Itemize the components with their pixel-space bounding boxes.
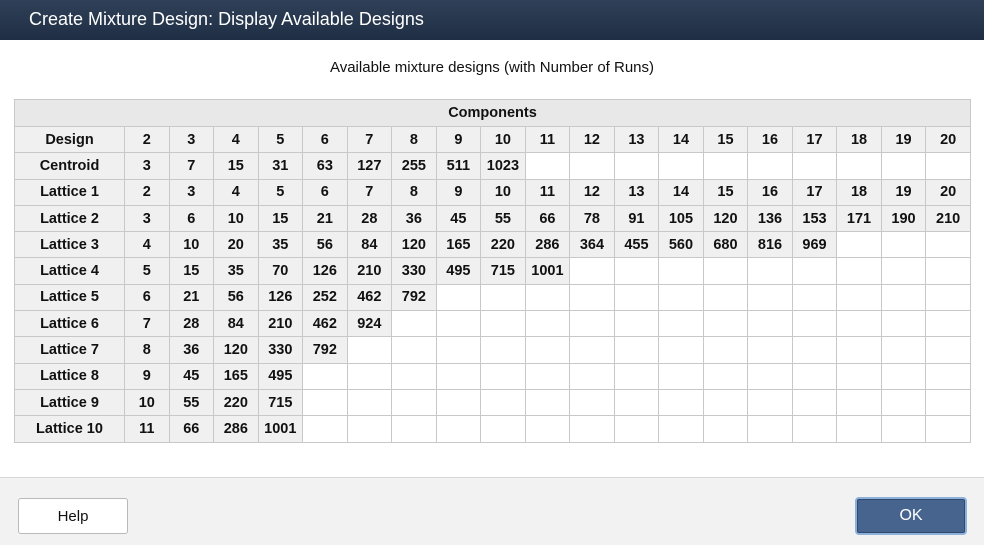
runs-cell: 126: [303, 258, 348, 284]
runs-cell: 1001: [525, 258, 570, 284]
design-name-cell: Lattice 10: [15, 416, 125, 442]
runs-cell: 10: [481, 179, 526, 205]
empty-cell: [703, 363, 748, 389]
runs-cell: 120: [703, 205, 748, 231]
empty-cell: [614, 311, 659, 337]
runs-cell: 28: [169, 311, 214, 337]
empty-cell: [659, 153, 704, 179]
design-name-cell: Lattice 5: [15, 284, 125, 310]
empty-cell: [436, 363, 481, 389]
design-name-cell: Lattice 8: [15, 363, 125, 389]
runs-cell: 924: [347, 311, 392, 337]
runs-cell: 10: [169, 232, 214, 258]
runs-cell: 8: [125, 337, 170, 363]
empty-cell: [703, 337, 748, 363]
designs-table: [14, 99, 971, 443]
empty-cell: [926, 284, 971, 310]
empty-cell: [303, 389, 348, 415]
runs-cell: 12: [570, 179, 615, 205]
runs-cell: 91: [614, 205, 659, 231]
empty-cell: [926, 153, 971, 179]
ok-button[interactable]: OK: [855, 497, 967, 535]
empty-cell: [614, 389, 659, 415]
empty-cell: [525, 337, 570, 363]
runs-cell: 31: [258, 153, 303, 179]
designs-table-container: [14, 99, 971, 443]
runs-cell: 36: [169, 337, 214, 363]
runs-cell: 35: [258, 232, 303, 258]
empty-cell: [614, 284, 659, 310]
runs-cell: 792: [392, 284, 437, 310]
empty-cell: [392, 389, 437, 415]
empty-cell: [792, 311, 837, 337]
table-row: [15, 205, 971, 231]
empty-cell: [659, 363, 704, 389]
runs-cell: 36: [392, 205, 437, 231]
component-count-header: 2: [125, 127, 170, 153]
runs-cell: 15: [214, 153, 259, 179]
runs-cell: 715: [258, 389, 303, 415]
table-row: [15, 363, 971, 389]
designs-table-body: [15, 153, 971, 442]
component-count-header: 17: [792, 127, 837, 153]
runs-cell: 252: [303, 284, 348, 310]
empty-cell: [525, 363, 570, 389]
table-row: [15, 153, 971, 179]
empty-cell: [481, 337, 526, 363]
runs-cell: 6: [303, 179, 348, 205]
runs-cell: 4: [214, 179, 259, 205]
design-name-cell: Lattice 1: [15, 179, 125, 205]
empty-cell: [881, 337, 926, 363]
runs-cell: 120: [214, 337, 259, 363]
empty-cell: [926, 363, 971, 389]
window-title: Create Mixture Design: Display Available Designs: [0, 0, 984, 40]
empty-cell: [792, 363, 837, 389]
design-name-cell: Centroid: [15, 153, 125, 179]
runs-cell: 78: [570, 205, 615, 231]
table-row: [15, 232, 971, 258]
component-count-header: 18: [837, 127, 882, 153]
empty-cell: [392, 337, 437, 363]
runs-cell: 10: [125, 389, 170, 415]
runs-cell: 56: [214, 284, 259, 310]
runs-cell: 1001: [258, 416, 303, 442]
empty-cell: [748, 363, 793, 389]
empty-cell: [481, 389, 526, 415]
empty-cell: [748, 416, 793, 442]
runs-cell: 66: [525, 205, 570, 231]
empty-cell: [748, 311, 793, 337]
runs-cell: 1023: [481, 153, 526, 179]
runs-cell: 560: [659, 232, 704, 258]
table-row: [15, 311, 971, 337]
runs-cell: 364: [570, 232, 615, 258]
empty-cell: [347, 389, 392, 415]
runs-cell: 6: [125, 284, 170, 310]
runs-cell: 120: [392, 232, 437, 258]
empty-cell: [659, 258, 704, 284]
runs-cell: 171: [837, 205, 882, 231]
runs-cell: 15: [703, 179, 748, 205]
design-name-cell: Lattice 4: [15, 258, 125, 284]
design-name-cell: Lattice 9: [15, 389, 125, 415]
runs-cell: 255: [392, 153, 437, 179]
component-count-header: 5: [258, 127, 303, 153]
runs-cell: 7: [347, 179, 392, 205]
runs-cell: 126: [258, 284, 303, 310]
empty-cell: [481, 284, 526, 310]
component-count-header: 19: [881, 127, 926, 153]
runs-cell: 455: [614, 232, 659, 258]
runs-cell: 20: [926, 179, 971, 205]
empty-cell: [881, 389, 926, 415]
runs-cell: 15: [258, 205, 303, 231]
component-count-header: 10: [481, 127, 526, 153]
runs-cell: 165: [436, 232, 481, 258]
empty-cell: [570, 311, 615, 337]
empty-cell: [659, 416, 704, 442]
runs-cell: 28: [347, 205, 392, 231]
table-row: [15, 389, 971, 415]
runs-cell: 7: [169, 153, 214, 179]
empty-cell: [659, 284, 704, 310]
empty-cell: [570, 363, 615, 389]
empty-cell: [525, 153, 570, 179]
empty-cell: [436, 284, 481, 310]
runs-cell: 35: [214, 258, 259, 284]
empty-cell: [436, 416, 481, 442]
column-header-row: [15, 127, 971, 153]
empty-cell: [481, 416, 526, 442]
empty-cell: [570, 389, 615, 415]
runs-cell: 3: [125, 205, 170, 231]
runs-cell: 816: [748, 232, 793, 258]
runs-cell: 210: [347, 258, 392, 284]
dialog-footer: [0, 477, 984, 545]
component-count-header: 15: [703, 127, 748, 153]
empty-cell: [570, 337, 615, 363]
component-count-header: 8: [392, 127, 437, 153]
empty-cell: [570, 153, 615, 179]
runs-cell: 3: [125, 153, 170, 179]
runs-cell: 15: [169, 258, 214, 284]
empty-cell: [703, 258, 748, 284]
empty-cell: [926, 311, 971, 337]
empty-cell: [837, 258, 882, 284]
component-count-header: 6: [303, 127, 348, 153]
component-count-header: 11: [525, 127, 570, 153]
empty-cell: [392, 416, 437, 442]
runs-cell: 3: [169, 179, 214, 205]
component-count-header: 12: [570, 127, 615, 153]
empty-cell: [436, 389, 481, 415]
design-name-cell: Lattice 6: [15, 311, 125, 337]
component-count-header: 14: [659, 127, 704, 153]
empty-cell: [881, 258, 926, 284]
runs-cell: 11: [125, 416, 170, 442]
runs-cell: 21: [169, 284, 214, 310]
empty-cell: [703, 389, 748, 415]
runs-cell: 45: [436, 205, 481, 231]
component-count-header: 3: [169, 127, 214, 153]
empty-cell: [614, 153, 659, 179]
empty-cell: [881, 153, 926, 179]
runs-cell: 14: [659, 179, 704, 205]
runs-cell: 969: [792, 232, 837, 258]
empty-cell: [303, 363, 348, 389]
empty-cell: [837, 153, 882, 179]
component-count-header: 4: [214, 127, 259, 153]
empty-cell: [926, 337, 971, 363]
component-count-header: 20: [926, 127, 971, 153]
empty-cell: [748, 284, 793, 310]
runs-cell: 70: [258, 258, 303, 284]
runs-cell: 330: [258, 337, 303, 363]
empty-cell: [792, 416, 837, 442]
empty-cell: [926, 389, 971, 415]
runs-cell: 210: [258, 311, 303, 337]
empty-cell: [837, 363, 882, 389]
empty-cell: [614, 363, 659, 389]
runs-cell: 8: [392, 179, 437, 205]
runs-cell: 45: [169, 363, 214, 389]
runs-cell: 55: [169, 389, 214, 415]
runs-cell: 5: [125, 258, 170, 284]
empty-cell: [436, 337, 481, 363]
design-column-header: Design: [15, 127, 125, 153]
runs-cell: 220: [481, 232, 526, 258]
empty-cell: [703, 311, 748, 337]
component-count-header: 7: [347, 127, 392, 153]
empty-cell: [837, 284, 882, 310]
table-row: [15, 337, 971, 363]
empty-cell: [347, 416, 392, 442]
empty-cell: [392, 311, 437, 337]
runs-cell: 19: [881, 179, 926, 205]
design-name-cell: Lattice 2: [15, 205, 125, 231]
empty-cell: [881, 363, 926, 389]
group-header-row: [15, 100, 971, 127]
runs-cell: 462: [303, 311, 348, 337]
empty-cell: [525, 311, 570, 337]
runs-cell: 680: [703, 232, 748, 258]
runs-cell: 5: [258, 179, 303, 205]
empty-cell: [881, 416, 926, 442]
empty-cell: [703, 284, 748, 310]
runs-cell: 165: [214, 363, 259, 389]
runs-cell: 18: [837, 179, 882, 205]
empty-cell: [837, 232, 882, 258]
empty-cell: [525, 416, 570, 442]
runs-cell: 286: [214, 416, 259, 442]
runs-cell: 792: [303, 337, 348, 363]
runs-cell: 16: [748, 179, 793, 205]
table-caption: Available mixture designs (with Number of Runs): [329, 59, 655, 76]
runs-cell: 13: [614, 179, 659, 205]
empty-cell: [614, 416, 659, 442]
runs-cell: 210: [926, 205, 971, 231]
table-row: [15, 258, 971, 284]
empty-cell: [703, 153, 748, 179]
runs-cell: 190: [881, 205, 926, 231]
empty-cell: [481, 311, 526, 337]
empty-cell: [748, 258, 793, 284]
runs-cell: 66: [169, 416, 214, 442]
empty-cell: [614, 258, 659, 284]
empty-cell: [792, 389, 837, 415]
empty-cell: [837, 337, 882, 363]
empty-cell: [703, 416, 748, 442]
runs-cell: 330: [392, 258, 437, 284]
runs-cell: 4: [125, 232, 170, 258]
runs-cell: 136: [748, 205, 793, 231]
empty-cell: [570, 284, 615, 310]
help-button[interactable]: Help: [18, 498, 128, 534]
table-row: [15, 416, 971, 442]
empty-cell: [392, 363, 437, 389]
runs-cell: 56: [303, 232, 348, 258]
empty-cell: [436, 311, 481, 337]
empty-cell: [792, 284, 837, 310]
empty-cell: [570, 416, 615, 442]
empty-cell: [481, 363, 526, 389]
empty-cell: [614, 337, 659, 363]
empty-cell: [881, 232, 926, 258]
empty-cell: [792, 337, 837, 363]
component-count-header: 9: [436, 127, 481, 153]
runs-cell: 20: [214, 232, 259, 258]
component-count-header: 16: [748, 127, 793, 153]
runs-cell: 495: [258, 363, 303, 389]
empty-cell: [792, 153, 837, 179]
empty-cell: [926, 416, 971, 442]
empty-cell: [881, 284, 926, 310]
runs-cell: 105: [659, 205, 704, 231]
runs-cell: 11: [525, 179, 570, 205]
table-row: [15, 284, 971, 310]
empty-cell: [926, 258, 971, 284]
empty-cell: [659, 311, 704, 337]
empty-cell: [792, 258, 837, 284]
empty-cell: [748, 153, 793, 179]
empty-cell: [748, 389, 793, 415]
component-count-header: 13: [614, 127, 659, 153]
empty-cell: [659, 337, 704, 363]
runs-cell: 462: [347, 284, 392, 310]
empty-cell: [837, 416, 882, 442]
runs-cell: 6: [169, 205, 214, 231]
runs-cell: 127: [347, 153, 392, 179]
empty-cell: [659, 389, 704, 415]
runs-cell: 17: [792, 179, 837, 205]
runs-cell: 495: [436, 258, 481, 284]
empty-cell: [837, 389, 882, 415]
runs-cell: 511: [436, 153, 481, 179]
empty-cell: [525, 389, 570, 415]
empty-cell: [303, 416, 348, 442]
design-name-cell: Lattice 7: [15, 337, 125, 363]
runs-cell: 84: [214, 311, 259, 337]
empty-cell: [570, 258, 615, 284]
runs-cell: 9: [436, 179, 481, 205]
table-row: [15, 179, 971, 205]
components-header: Components: [15, 100, 971, 127]
runs-cell: 153: [792, 205, 837, 231]
design-name-cell: Lattice 3: [15, 232, 125, 258]
runs-cell: 10: [214, 205, 259, 231]
runs-cell: 286: [525, 232, 570, 258]
runs-cell: 2: [125, 179, 170, 205]
runs-cell: 63: [303, 153, 348, 179]
runs-cell: 84: [347, 232, 392, 258]
runs-cell: 9: [125, 363, 170, 389]
empty-cell: [525, 284, 570, 310]
runs-cell: 7: [125, 311, 170, 337]
empty-cell: [926, 232, 971, 258]
empty-cell: [881, 311, 926, 337]
empty-cell: [347, 337, 392, 363]
runs-cell: 220: [214, 389, 259, 415]
empty-cell: [347, 363, 392, 389]
runs-cell: 21: [303, 205, 348, 231]
empty-cell: [748, 337, 793, 363]
empty-cell: [837, 311, 882, 337]
runs-cell: 55: [481, 205, 526, 231]
runs-cell: 715: [481, 258, 526, 284]
